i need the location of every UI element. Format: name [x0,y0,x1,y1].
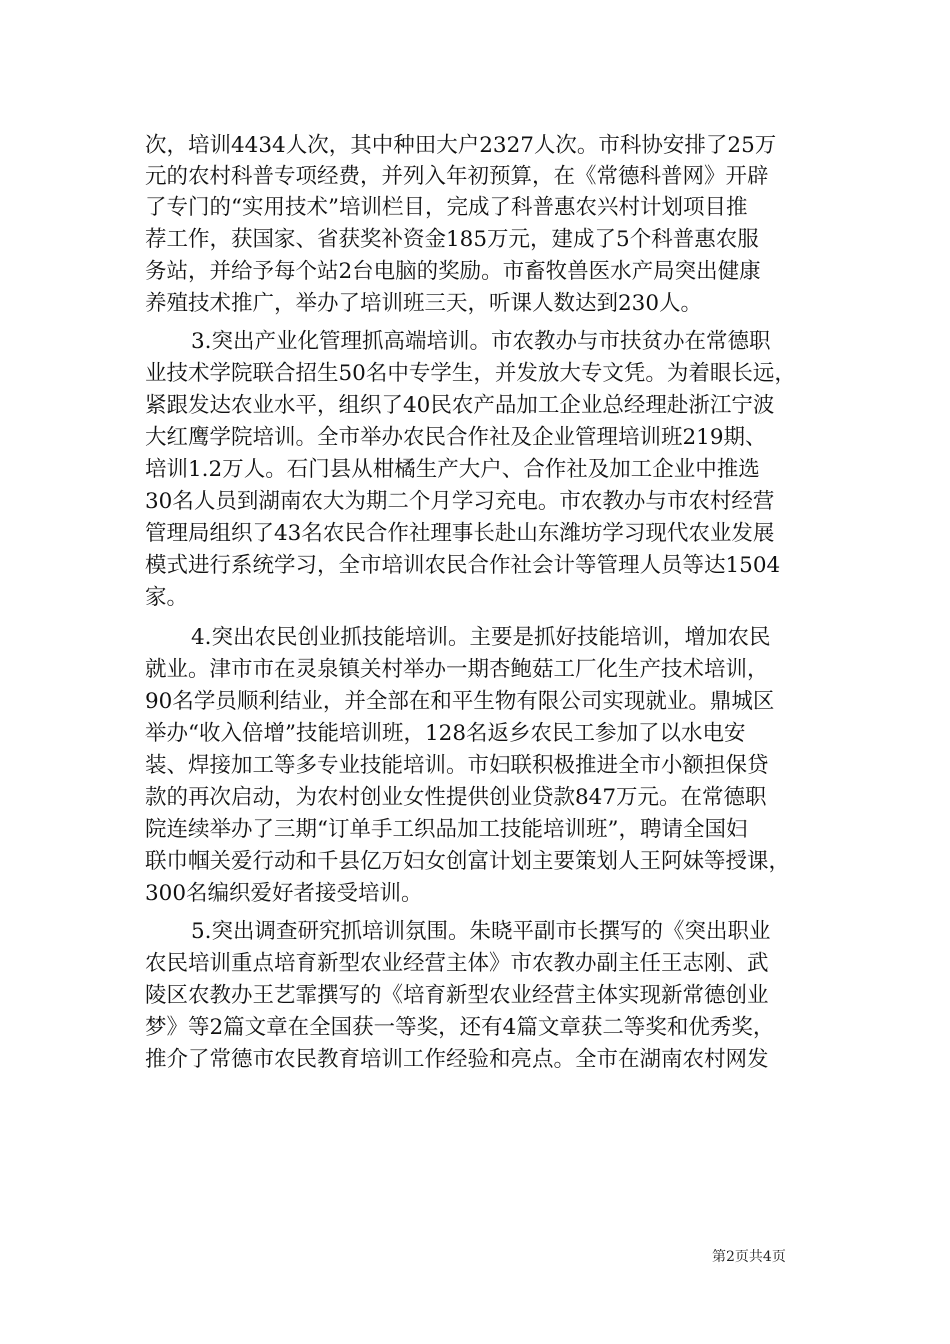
text-line: 陵区农教办王艺霏撰写的《培育新型农业经营主体实现新常德创业 [145,983,769,1008]
text-line: 家。 [145,585,189,610]
text-line: 务站，并给予每个站2台电脑的奖励。市畜牧兽医水产局突出健康 [145,259,761,284]
text-line: 举办“收入倍增”技能培训班，128名返乡农民工参加了以水电安 [145,721,746,746]
text-line: 90名学员顺利结业，并全部在和平生物有限公司实现就业。鼎城区 [145,689,775,714]
text-line: 就业。津市市在灵泉镇关村举办一期杏鲍菇工厂化生产技术培训， [145,657,769,682]
text-line: 院连续举办了三期“订单手工织品加工技能培训班”，聘请全国妇 [145,817,748,842]
text-line: 紧跟发达农业水平，组织了40民农产品加工企业总经理赴浙江宁波 [145,393,775,418]
text-line: 款的再次启动，为农村创业女性提供创业贷款847万元。在常德职 [145,785,767,810]
text-line: 农民培训重点培育新型农业经营主体》市农教办副主任王志刚、武 [145,951,769,976]
text-line: 梦》等2篇文章在全国获一等奖，还有4篇文章获二等奖和优秀奖， [145,1015,775,1040]
text-line: 培训1.2万人。石门县从柑橘生产大户、合作社及加工企业中推选 [145,457,760,482]
paragraph-heading-3: 3.突出产业化管理抓高端培训。市农教办与市扶贫办在常德职 [191,329,771,354]
text-line: 业技术学院联合招生50名中专学生，并发放大专文凭。为着眼长远， [145,361,796,386]
text-line: 推介了常德市农民教育培训工作经验和亮点。全市在湖南农村网发 [145,1047,769,1072]
text-line: 荐工作，获国家、省获奖补资金185万元，建成了5个科普惠农服 [145,227,759,252]
text-line: 养殖技术推广，举办了培训班三天，听课人数达到230人。 [145,291,703,316]
text-line: 联巾帼关爱行动和千县亿万妇女创富计划主要策划人王阿妹等授课， [145,849,791,874]
text-line: 大红鹰学院培训。全市举办农民合作社及企业管理培训班219期、 [145,425,767,450]
text-line: 元的农村科普专项经费，并列入年初预算，在《常德科普网》开辟 [145,164,769,189]
text-line: 300名编织爱好者接受培训。 [145,881,423,906]
paragraph-heading-5: 5.突出调查研究抓培训氛围。朱晓平副市长撰写的《突出职业 [191,919,771,944]
text-line: 装、焊接加工等多专业技能培训。市妇联积极推进全市小额担保贷 [145,753,769,778]
text-line: 次，培训4434人次，其中种田大户2327人次。市科协安排了25万 [145,133,777,158]
text-line: 模式进行系统学习，全市培训农民合作社会计等管理人员等达1504 [145,553,781,578]
text-line: 30名人员到湖南农大为期二个月学习充电。市农教办与市农村经营 [145,489,775,514]
text-line: 了专门的“实用技术”培训栏目，完成了科普惠农兴村计划项目推 [145,195,748,220]
paragraph-heading-4: 4.突出农民创业抓技能培训。主要是抓好技能培训，增加农民 [191,625,771,650]
text-line: 管理局组织了43名农民合作社理事长赴山东潍坊学习现代农业发展 [145,521,775,546]
page-number: 第2页共4页 [712,1249,786,1265]
